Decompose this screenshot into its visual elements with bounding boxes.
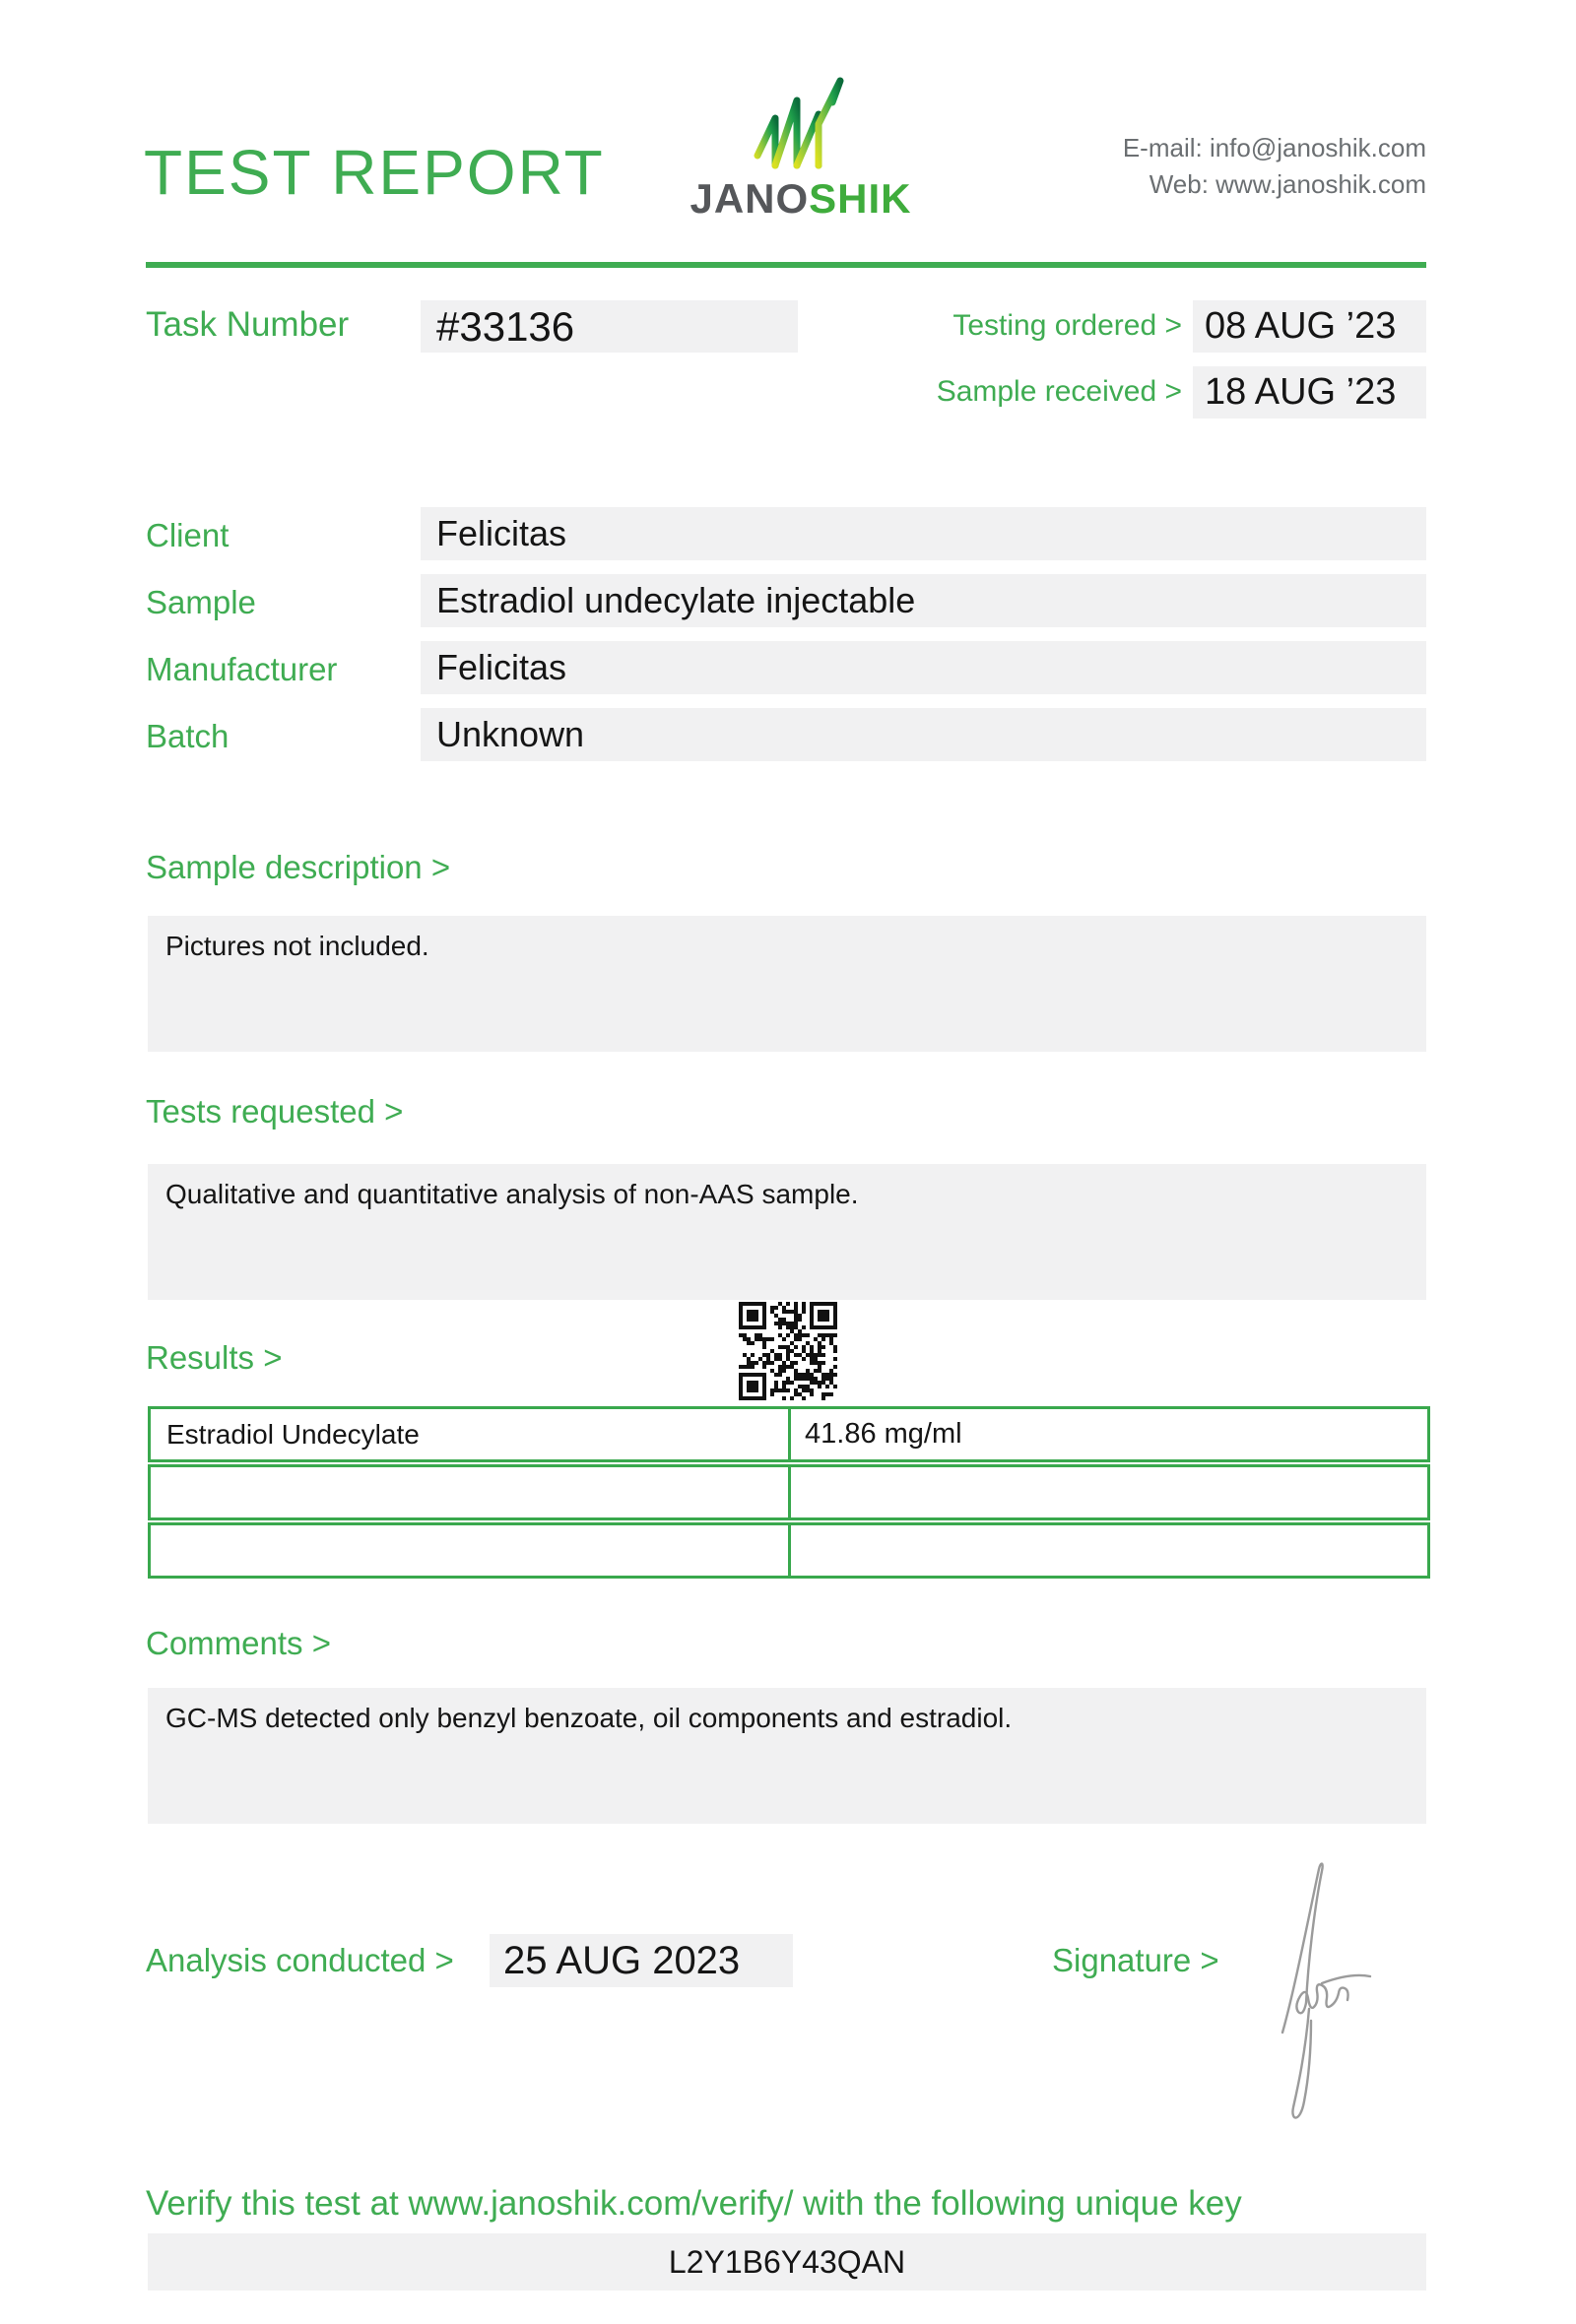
sample-description-heading: Sample description >: [146, 849, 451, 885]
unique-key: L2Y1B6Y43QAN: [148, 2233, 1426, 2291]
task-number-value: #33136: [421, 300, 798, 353]
batch-value: Unknown: [421, 708, 1426, 761]
analysis-conducted-value: 25 AUG 2023: [490, 1934, 793, 1987]
verify-instruction: Verify this test at www.janoshik.com/verify/ with the following unique key: [146, 2184, 1242, 2223]
results-heading: Results >: [146, 1339, 283, 1376]
logo-text-secondary: SHIK: [809, 175, 912, 222]
growth-chart-icon: [750, 75, 852, 173]
analysis-conducted-label: Analysis conducted >: [146, 1942, 454, 1978]
comments-body: GC-MS detected only benzyl benzoate, oil components and estradiol.: [148, 1688, 1426, 1824]
janoshik-logo: [678, 75, 924, 221]
batch-label: Batch: [146, 718, 230, 754]
testing-ordered-value: 08 AUG ’23: [1193, 300, 1426, 353]
results-table-row: [148, 1522, 1430, 1579]
result-concentration: 41.86 mg/ml: [805, 1418, 962, 1450]
logo-wordmark: [678, 177, 924, 221]
sample-value: Estradiol undecylate injectable: [421, 574, 1426, 627]
contact-web: Web: www.janoshik.com: [1149, 169, 1426, 199]
client-label: Client: [146, 517, 230, 553]
tests-requested-body: Qualitative and quantitative analysis of non-AAS sample.: [148, 1164, 1426, 1300]
page-title: TEST REPORT: [144, 137, 605, 208]
results-table: [148, 1406, 1430, 1581]
sample-label: Sample: [146, 584, 256, 620]
results-table-row: [148, 1464, 1430, 1520]
testing-ordered-label: Testing ordered >: [952, 309, 1182, 342]
tests-requested-heading: Tests requested >: [146, 1093, 404, 1130]
manufacturer-value: Felicitas: [421, 641, 1426, 694]
client-value: Felicitas: [421, 507, 1426, 560]
result-substance: [151, 1525, 791, 1576]
logo-text-primary: JANO: [690, 175, 810, 222]
sample-received-value: 18 AUG ’23: [1193, 366, 1426, 419]
manufacturer-label: Manufacturer: [146, 651, 338, 687]
contact-info: [1123, 130, 1426, 203]
comments-heading: Comments >: [146, 1625, 331, 1661]
signature-label: Signature >: [1052, 1942, 1219, 1978]
task-number-label: Task Number: [146, 305, 350, 344]
header-divider: [146, 262, 1426, 268]
result-concentration: [791, 1467, 1427, 1517]
result-substance: Estradiol Undecylate: [151, 1409, 791, 1459]
signature-image: [1269, 1853, 1393, 2144]
sample-received-label: Sample received >: [936, 375, 1182, 408]
contact-email: E-mail: info@janoshik.com: [1122, 133, 1426, 162]
results-table-row: [148, 1406, 1430, 1462]
qr-code: [739, 1302, 837, 1405]
result-concentration: [791, 1525, 1427, 1576]
sample-description-body: Pictures not included.: [148, 916, 1426, 1052]
result-substance: [151, 1467, 791, 1517]
